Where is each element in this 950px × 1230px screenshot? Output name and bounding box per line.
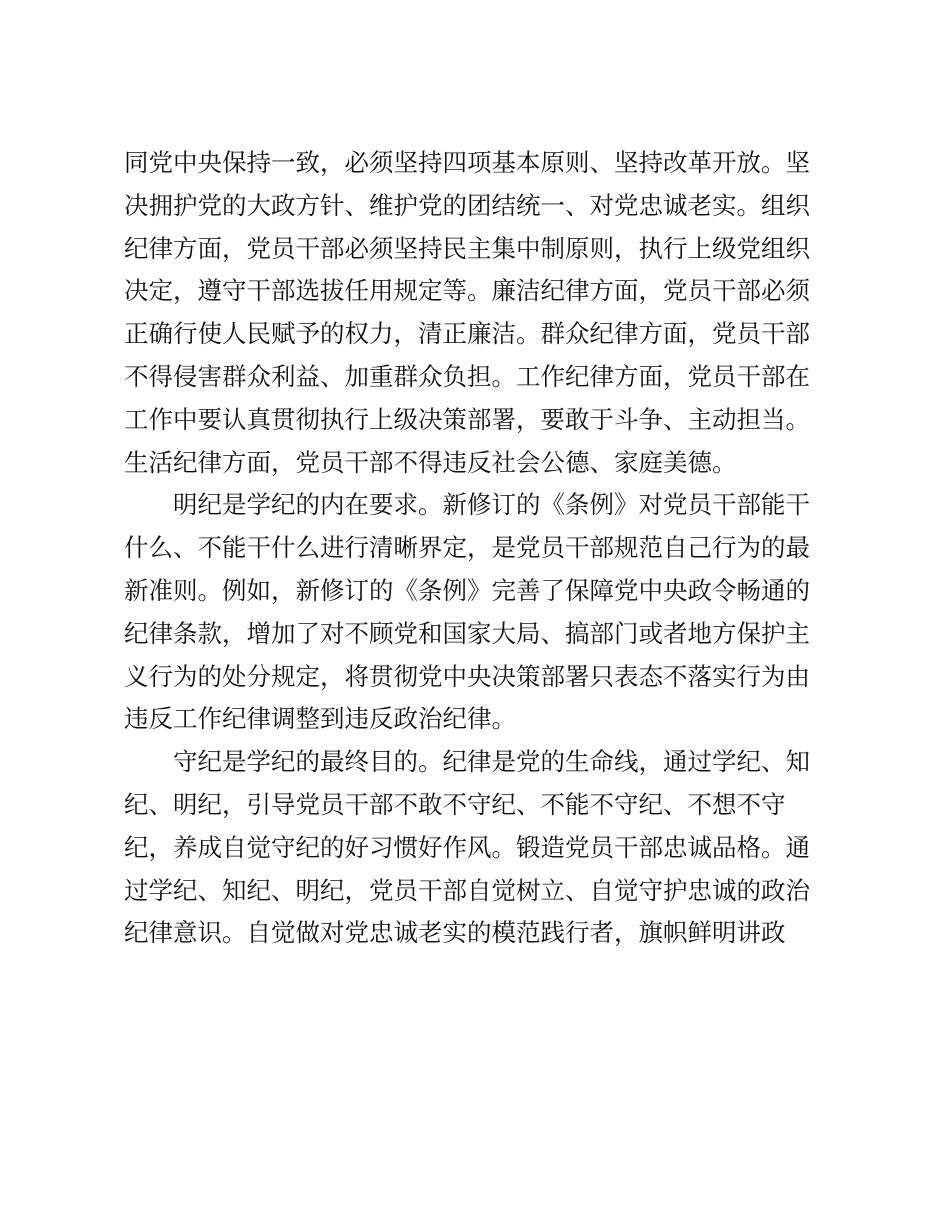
text-line: 过学纪、知纪、明纪，党员干部自觉树立、自觉守护忠诚的政治	[124, 875, 810, 905]
text-line: 纪律条款，增加了对不顾党和国家大局、搞部门或者地方保护主	[124, 618, 810, 648]
text-line: 纪律方面，党员干部必须坚持民主集中制原则，执行上级党组织	[124, 233, 810, 263]
text-line: 纪，养成自觉守纪的好习惯好作风。锻造党员干部忠诚品格。通	[124, 832, 810, 862]
paragraph-start-line: 明纪是学纪的内在要求。新修订的《条例》对党员干部能干	[173, 490, 810, 520]
text-line: 决定，遵守干部选拔任用规定等。廉洁纪律方面，党员干部必须	[124, 276, 810, 306]
paragraph-start-line: 守纪是学纪的最终目的。纪律是党的生命线，通过学纪、知	[173, 747, 810, 777]
text-line: 违反工作纪律调整到违反政治纪律。	[124, 704, 516, 734]
text-line: 什么、不能干什么进行清晰界定，是党员干部规范自己行为的最	[124, 533, 810, 563]
text-line: 纪律意识。自觉做对党忠诚老实的模范践行者，旗帜鲜明讲政	[124, 918, 786, 948]
text-line: 新准则。例如，新修订的《条例》完善了保障党中央政令畅通的	[124, 575, 810, 605]
text-line: 义行为的处分规定，将贯彻党中央决策部署只表态不落实行为由	[124, 661, 810, 691]
text-line: 工作中要认真贯彻执行上级决策部署，要敢于斗争、主动担当。	[124, 404, 810, 434]
text-line: 同党中央保持一致，必须坚持四项基本原则、坚持改革开放。坚	[124, 148, 810, 177]
text-line: 纪、明纪，引导党员干部不敢不守纪、不能不守纪、不想不守	[124, 789, 786, 819]
text-line: 决拥护党的大政方针、维护党的团结统一、对党忠诚老实。组织	[124, 190, 810, 220]
body-text	[124, 142, 824, 955]
text-line: 生活纪律方面，党员干部不得违反社会公德、家庭美德。	[124, 447, 737, 477]
text-line: 不得侵害群众利益、加重群众负担。工作纪律方面，党员干部在	[124, 361, 810, 391]
text-line: 正确行使人民赋予的权力，清正廉洁。群众纪律方面，党员干部	[124, 319, 810, 349]
